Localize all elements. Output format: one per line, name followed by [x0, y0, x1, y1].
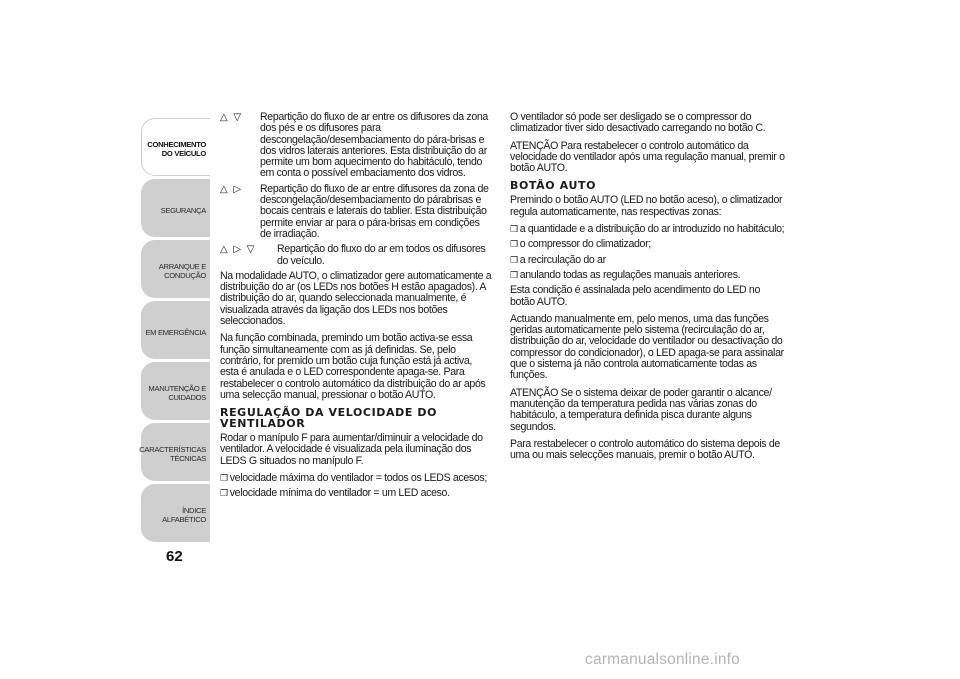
tab-indice-alfabetico[interactable]	[141, 484, 210, 542]
page-number: 62	[166, 548, 183, 565]
paragraph: Na função combinada, premindo um botão activa-se essa função simultaneamente com as já definidas. Se, pelo contrário, for premido um botão cuja função está já activa, esta é anulada e o LED correspondente apaga-se. Para restabelecer o controlo automático da distribuição do ar após uma selecção manual, pressionar o botão AUTO.	[220, 332, 486, 401]
list-item	[220, 488, 492, 499]
list-item-text: a quantidade e a distribuição do ar introduzido no habitáculo;	[519, 223, 785, 236]
paragraph: Actuando manualmente em, pelo menos, uma das funções geridas automaticamente pelo sistema (recirculação do ar, distribuição do ar, velocidade do ventilador ou desactivação do compressor do condicionador), o LED apaga-se para assinalar que o sistema já não controla automaticamente todas as funções.	[510, 312, 784, 382]
tab-label: CARACTERÍSTICAS TÉCNICAS	[139, 445, 206, 463]
tab-em-emergencia[interactable]	[141, 301, 210, 359]
tab-label: CONHECIMENTO DO VEÍCULO	[147, 140, 206, 158]
dashboard-vent-icon: ▷	[233, 183, 241, 195]
tab-label: SEGURANÇA	[160, 205, 206, 215]
distribution-icons	[220, 112, 258, 180]
distribution-text: Repartição do fluxo de ar entre difusores da zona de descongelação/desembaciamento do párabrisas e bocais centrais e laterais do tablier. Esta distribuição permite enviar ar para o pára-brisas em condições de irradiação.	[260, 182, 489, 240]
bullet-icon: ❒	[220, 473, 228, 484]
distribution-item	[220, 184, 492, 240]
list-item	[220, 473, 492, 484]
list-item-text: anulando todas as regulações manuais anteriores.	[519, 268, 741, 281]
right-column	[510, 112, 785, 467]
paragraph: ATENÇÃO Se o sistema deixar de poder garantir o alcance/ manutenção da temperatura pedida nas várias zonas do habitáculo, a temperatura definida pisca durante alguns segundos.	[510, 386, 772, 433]
distribution-icons	[220, 184, 258, 240]
feet-vent-icon: ▽	[246, 244, 255, 256]
windscreen-vent-icon: △	[220, 244, 228, 256]
bullet-icon: ❒	[510, 239, 518, 250]
list-item-text: velocidade mínima do ventilador = um LED aceso.	[229, 487, 450, 500]
tab-arranque-e-conducao[interactable]	[141, 240, 210, 298]
distribution-item	[220, 112, 492, 180]
tab-label: EM EMERGÊNCIA	[145, 327, 206, 337]
tab-caracteristicas-tecnicas[interactable]	[141, 423, 210, 481]
distribution-text: Repartição do fluxo do ar em todos os difusores do veículo.	[277, 243, 486, 267]
bullet-icon: ❒	[510, 224, 518, 235]
list-item	[510, 255, 785, 266]
feet-vent-icon: ▽	[233, 112, 241, 123]
section-heading: BOTÃO AUTO	[510, 179, 597, 193]
paragraph: Na modalidade AUTO, o climatizador gere automaticamente a distribuição do ar (os LEDs nos botões H estão apagados). A distribuição do ar, quando seleccionada manualmente, é visualizada através da ligação dos LEDs nos botões seleccionados.	[220, 269, 492, 328]
list-item-text: velocidade máxima do ventilador = todos os LEDS acesos;	[229, 472, 487, 485]
tab-seguranca[interactable]	[141, 179, 210, 237]
windscreen-vent-icon: △	[220, 112, 228, 123]
dashboard-vent-icon: ▷	[233, 244, 241, 256]
distribution-text: Repartição do fluxo de ar entre os difusores da zona dos pés e os difusores para descongelação/desembaciamento do pára-brisas e dos vidros laterais anteriores. Esta distribuição do ar permite um bom aquecimento do habitáculo, tendo em conta o possível embaciamento dos vidros.	[260, 111, 488, 180]
paragraph: Rodar o manípulo F para aumentar/diminuir a velocidade do ventilador. A velocidade é visualizada pela iluminação dos LEDS G situados no manípulo F.	[220, 432, 483, 467]
list-item-text: o compressor do climatizador;	[519, 238, 651, 251]
distribution-item	[220, 244, 492, 267]
paragraph: Premindo o botão AUTO (LED no botão aceso), o climatizador regula automaticamente, nas respectivas zonas:	[510, 194, 783, 218]
section-heading: REGULAÇÃO DA VELOCIDADE DO VENTILADOR	[220, 406, 438, 431]
distribution-icons	[220, 244, 275, 267]
tab-label: MANUTENÇÃO E CUIDADOS	[148, 384, 206, 402]
watermark: carmanualsonline.info	[585, 651, 740, 668]
left-column	[220, 112, 492, 504]
bullet-icon: ❒	[220, 488, 228, 499]
bullet-icon: ❒	[510, 254, 518, 265]
list-item	[510, 270, 785, 281]
tab-label: ÍNDICE ALFABÉTICO	[162, 506, 206, 524]
list-item	[510, 224, 785, 235]
list-item-text: a recirculação do ar	[519, 253, 606, 266]
windscreen-vent-icon: △	[220, 183, 228, 195]
bullet-icon: ❒	[510, 269, 518, 280]
tab-conhecimento-do-veiculo[interactable]	[141, 118, 210, 176]
tab-manutencao-e-cuidados[interactable]	[141, 362, 210, 420]
paragraph: ATENÇÃO Para restabelecer o controlo automático da velocidade do ventilador após uma regulação manual, premir o botão AUTO.	[510, 139, 785, 175]
paragraph: O ventilador só pode ser desligado se o compressor do climatizador tiver sido desactivado carregando no botão C.	[510, 111, 766, 135]
paragraph: Para restabelecer o controlo automático do sistema depois de uma ou mais selecções manuais, premir o botão AUTO.	[510, 437, 780, 462]
tab-label: ARRANQUE E CONDUÇÃO	[158, 262, 206, 280]
list-item	[510, 239, 785, 250]
paragraph: Esta condição é assinalada pelo acendimento do LED no botão AUTO.	[510, 284, 761, 308]
